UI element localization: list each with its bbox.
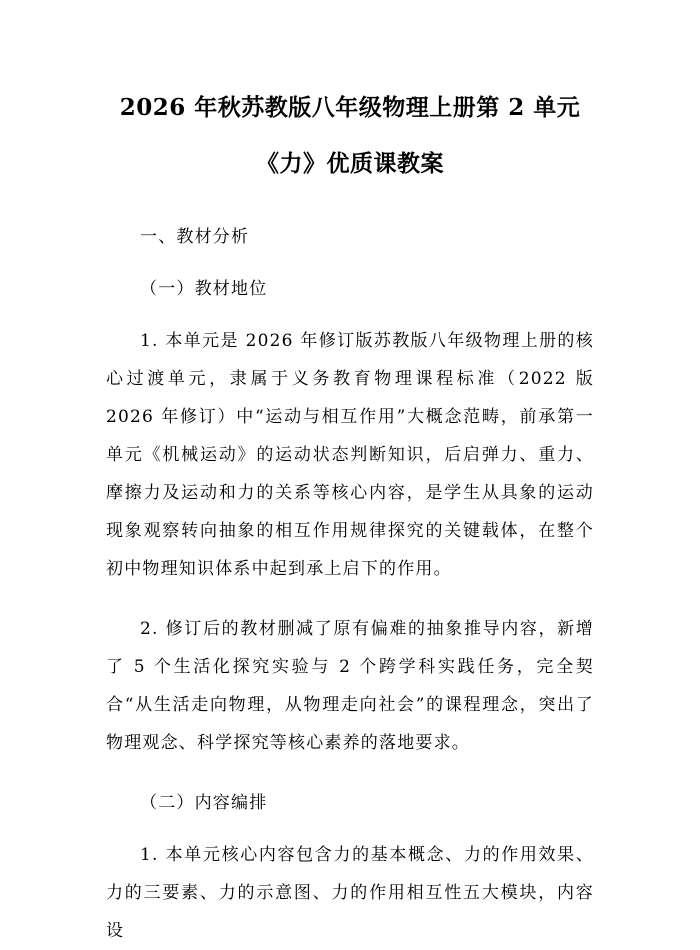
subsection-heading-textbook-status: （一）教材地位 bbox=[140, 279, 268, 299]
paragraph-core-content: 1. 本单元核心内容包含力的基本概念、力的作用效果、力的三要素、力的示意图、力的作用相互性五大模块，内容设 bbox=[106, 845, 594, 941]
subsection-heading-content-arrangement: （二）内容编排 bbox=[140, 793, 268, 813]
title-spacer bbox=[106, 192, 594, 218]
document-title-line-1: 2026 年秋苏教版八年级物理上册第 2 单元 bbox=[119, 94, 581, 121]
paragraph-unit-position: 1. 本单元是 2026 年修订版苏教版八年级物理上册的核心过渡单元，隶属于义务教育物理课程标准（2022 版 2026 年修订）中“运动与相互作用”大概念范畴，前承第一单元《机械运动》的运动状态判断知识，后启弹力、重力、摩擦力及运动和力的关系等核心内容，是学生从具象的运动现象观察转向抽象的相互作用规律探究的关键载体，在整个初中物理知识体系中起到承上启下的作用。 bbox=[106, 331, 594, 579]
paragraph-revision-changes: 2. 修订后的教材删减了原有偏难的抽象推导内容，新增了 5 个生活化探究实验与 2 个跨学科实践任务，完全契合“从生活走向物理，从物理走向社会”的课程理念，突出了物理观念、科学探究等核心素养的落地要求。 bbox=[106, 619, 594, 753]
document-title-line-2: 《力》优质课教案 bbox=[256, 150, 444, 177]
section-heading-textbook-analysis: 一、教材分析 bbox=[140, 227, 250, 247]
